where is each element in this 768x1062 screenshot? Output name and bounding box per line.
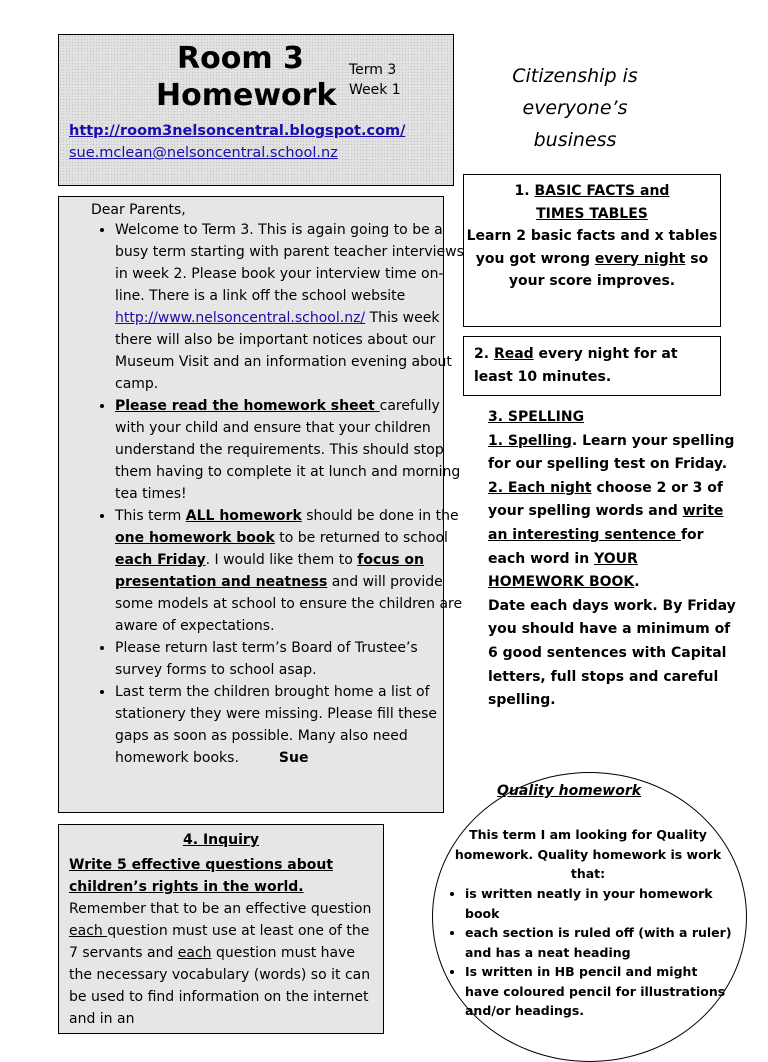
spelling-step-1 — [488, 430, 738, 477]
emphasis: ALL homework — [185, 508, 302, 524]
emphasis: each Friday — [115, 552, 206, 568]
quality-intro: This term I am looking for Quality homework. Quality homework is work that: — [454, 827, 722, 881]
signature: Sue — [278, 750, 309, 766]
text: Remember that to be an effective question — [69, 901, 372, 917]
emphasis: every night — [594, 250, 686, 267]
spelling-section — [488, 406, 738, 713]
page-title-homework: Homework — [156, 78, 337, 113]
letter-item-homework-book — [115, 505, 465, 637]
slogan-line: business — [533, 129, 617, 151]
quality-title: Quality homework — [497, 783, 642, 799]
text: question must have the necessary vocabulary (words) so it can be used to find information on the internet and in an — [69, 945, 371, 1027]
text: . — [634, 574, 640, 591]
spelling-heading: 3. SPELLING — [488, 409, 585, 425]
letter-greeting: Dear Parents, — [91, 202, 186, 218]
quality-item: • is written neatly in your homework book — [465, 884, 733, 923]
quality-list — [433, 884, 733, 1021]
section-number: 1. — [514, 183, 535, 199]
read-sheet-emphasis: Please read the homework sheet — [115, 398, 380, 414]
section-number: 2. — [474, 346, 494, 362]
text: . Learn your spelling for our spelling test on Friday. — [488, 432, 735, 473]
quality-item: • Is written in HB pencil and might have coloured pencil for illustrations and/or headings. — [465, 962, 733, 1021]
text: for each word in — [488, 526, 704, 567]
header-box — [58, 34, 454, 186]
reading-text: every night for at least 10 minutes. — [474, 346, 678, 385]
letter-item-survey: • Please return last term’s Board of Trustee’s survey forms to school asap. — [115, 637, 465, 681]
spelling-step-3: Date each days work. By Friday you should have a minimum of 6 good sentences with Capital letters, full stops and careful spelling. — [488, 597, 736, 709]
blog-link[interactable]: http://room3nelsoncentral.blogspot.com/ — [69, 123, 406, 139]
basic-facts-text — [464, 225, 720, 293]
stationery-text: Last term the children brought home a list of stationery they were missing. Please fill these gaps as soon as possible. Many also need homework books. — [115, 684, 438, 766]
text: so your score improves. — [508, 250, 709, 289]
emphasis: focus on presentation and neatness — [115, 552, 425, 590]
welcome-text: Welcome to Term 3. This is again going to be a busy term starting with parent teacher interviews in week 2. Please book your interview time on-line. There is a link off the school website — [115, 222, 464, 304]
quality-item: • each section is ruled off (with a ruler) and has a neat heading — [465, 923, 733, 962]
spelling-step-2 — [488, 477, 738, 595]
reading-box — [463, 336, 721, 396]
emphasis: write an interesting sentence — [488, 503, 724, 543]
letter-list — [83, 219, 465, 769]
inquiry-title: 4. Inquiry — [183, 832, 259, 848]
times-tables-title: TIMES TABLES — [536, 205, 648, 222]
slogan-line: everyone’s — [522, 97, 628, 119]
emphasis: each — [177, 945, 212, 961]
inquiry-body — [69, 854, 379, 1030]
text: should be done in the — [301, 508, 459, 524]
text: This term — [115, 508, 186, 524]
emphasis: 2. Each night — [488, 479, 592, 496]
emphasis: one homework book — [115, 530, 275, 546]
text: and will provide some models at school to ensure the children are aware of expectations. — [115, 574, 463, 634]
text: Learn 2 basic facts and x tables you got wrong — [466, 228, 718, 267]
page-title-room: Room 3 — [177, 41, 304, 76]
slogan-line: Citizenship is — [512, 65, 638, 87]
read-sheet-text: carefully with your child and ensure that your children understand the requirements. This should stop them having to complete it at lunch and morning tea times! — [115, 398, 461, 502]
inquiry-lead: Write 5 effective questions about children’s rights in the world. — [69, 857, 334, 895]
basic-facts-title: BASIC FACTS and — [534, 183, 670, 199]
emphasis: each — [69, 923, 108, 939]
week-label: Week 1 — [349, 82, 401, 98]
emphasis: YOUR HOMEWORK BOOK — [488, 550, 638, 591]
emphasis: 1. Spelling — [488, 432, 572, 449]
text: choose 2 or 3 of your spelling words and — [488, 479, 723, 520]
basic-facts-box — [463, 174, 721, 327]
basic-facts-heading — [464, 180, 720, 203]
parent-letter — [58, 196, 464, 813]
term-label: Term 3 — [349, 62, 397, 78]
inquiry-box — [58, 824, 384, 1034]
quality-homework-circle — [432, 772, 747, 1062]
email-link[interactable]: sue.mclean@nelsoncentral.school.nz — [69, 145, 338, 161]
letter-item-stationery — [115, 681, 465, 769]
text: question must use at least one of the 7 servants and — [69, 923, 370, 961]
notices-text: This week there will also be important notices about our Museum Visit and an information evening about camp. — [115, 310, 452, 392]
text: to be returned to school — [274, 530, 448, 546]
letter-item-read-sheet — [115, 395, 465, 505]
school-website-link[interactable]: http://www.nelsoncentral.school.nz/ — [115, 310, 366, 326]
reading-title: Read — [493, 346, 534, 362]
letter-item-welcome — [115, 219, 465, 395]
text: . I would like them to — [205, 552, 358, 568]
citizenship-slogan — [470, 60, 680, 156]
